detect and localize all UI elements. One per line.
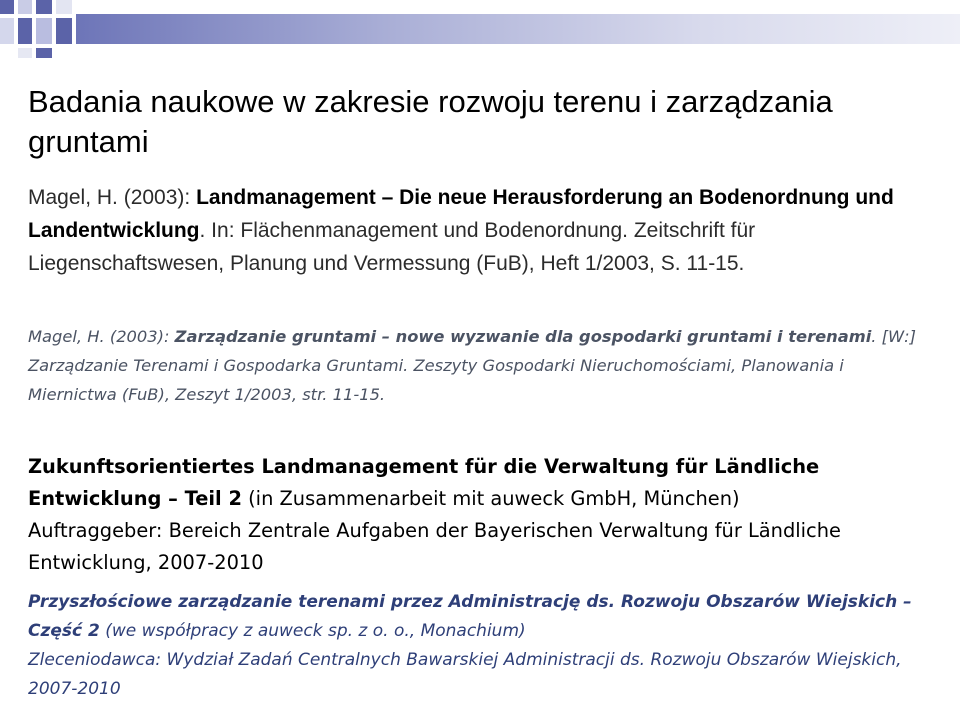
deco-square — [0, 18, 14, 44]
reference-title: Zarządzanie gruntami – nowe wyzwanie dla gospodarki gruntami i terenami — [174, 327, 872, 346]
project-client: Auftraggeber: Bereich Zentrale Aufgaben der Bayerischen Verwaltung für Ländliche Entwicklung, 2007-2010 — [28, 519, 841, 574]
deco-square — [18, 48, 32, 58]
project-polish — [28, 588, 948, 704]
header-decoration — [0, 0, 960, 60]
deco-square — [18, 0, 32, 14]
slide-title: Badania naukowe w zakresie rozwoju terenu i zarządzania gruntami — [28, 84, 833, 159]
deco-square — [56, 18, 72, 44]
project-title-line — [28, 588, 948, 646]
deco-square — [36, 0, 52, 14]
reference-author: Magel, H. (2003): — [28, 186, 197, 209]
header-gradient-bar — [76, 14, 960, 44]
project-client: Zleceniodawca: Wydział Zadań Centralnych Bawarskiej Administracji ds. Rozwoju Obszarów Wiejskich, 2007-2010 — [28, 650, 902, 699]
reference-title: Landmanagement – Die neue Herausforderung an Bodenordnung und Landentwicklung — [28, 186, 894, 242]
deco-square — [0, 0, 14, 14]
reference-polish — [28, 322, 928, 409]
deco-square — [56, 0, 72, 14]
reference-source: . In: Flächenmanagement und Bodenordnung. Zeitschrift für Liegenschaftswesen, Planung und Vermessung (FuB), Heft 1/2003, S. 11-15. — [28, 219, 756, 275]
project-german — [28, 451, 938, 579]
project-title: Zukunftsorientiertes Landmanagement für die Verwaltung für Ländliche Entwicklung – Teil 2 — [28, 455, 820, 510]
deco-square — [36, 18, 52, 44]
reference-german — [28, 181, 928, 280]
reference-author: Magel, H. (2003): — [28, 327, 175, 346]
project-title-line — [28, 451, 938, 515]
deco-square — [18, 18, 32, 44]
project-title: Przyszłościowe zarządzanie terenami przez Administrację ds. Rozwoju Obszarów Wiejskich – Część 2 — [28, 592, 912, 641]
deco-square — [36, 48, 52, 58]
project-partner: (we współpracy z auweck sp. z o. o., Monachium) — [99, 621, 526, 641]
project-partner: (in Zusammenarbeit mit auweck GmbH, München) — [241, 487, 740, 510]
reference-source: . [W:] Zarządzanie Terenami i Gospodarka Gruntami. Zeszyty Gospodarki Nieruchomościami, Planowania i Miernictwa (FuB), Zeszyt 1/2003, str. 11-15. — [28, 327, 916, 404]
